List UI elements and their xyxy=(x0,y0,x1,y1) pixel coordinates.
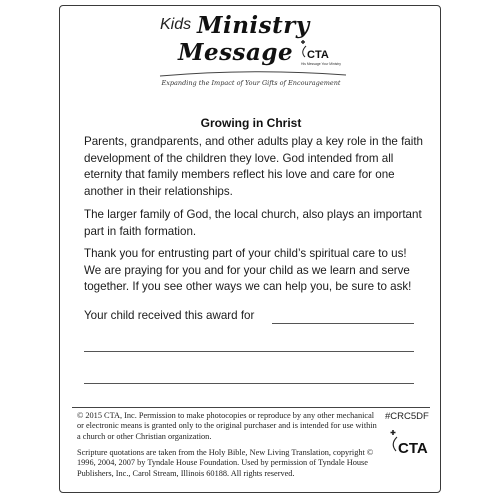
award-reason-line xyxy=(84,383,414,384)
logo-kids-text: Kids xyxy=(160,16,192,33)
kids-ministry-message-logo xyxy=(60,6,442,106)
paragraph-family-role: Parents, grandparents, and other adults play a key role in the faith development of the children they love. God intended from all eternity that family members reflect his love and care for one another in their relationships. xyxy=(84,135,424,198)
award-reason-line xyxy=(84,351,414,352)
award-card xyxy=(59,5,441,493)
footer-seal-text: CTA xyxy=(398,440,428,457)
logo-message-text: Message xyxy=(178,39,294,66)
product-code: #CRC5DF xyxy=(385,411,429,422)
logo-swoosh xyxy=(158,70,348,78)
copyright-notice: © 2015 CTA, Inc. Permission to make photocopies or reproduce by any other mechanical or electronic means is granted only to the original purchaser and is intended for use within a church or other Christian organization. xyxy=(77,411,377,441)
logo-seal-text: CTA xyxy=(307,49,329,61)
logo-tagline: Expanding the Impact of Your Gifts of Encouragement xyxy=(161,79,341,87)
logo-ministry-text: Ministry xyxy=(197,12,310,39)
cta-seal-icon xyxy=(297,38,341,74)
paragraph-thank-you: Thank you for entrusting part of your child’s spiritual care to us! We are praying for you and for your child as we learn and serve together. If you see other ways we can help you, be sure to ask! xyxy=(84,247,412,293)
scripture-notice: Scripture quotations are taken from the Holy Bible, New Living Translation, copyright © 1996, 2004, 2007 by Tyndale House Foundation. Used by permission of Tyndale House Publishers, Inc., Carol Stream, Illinois 60188. All rights reserved. xyxy=(77,448,374,478)
logo-seal-subtext: His Message Your Ministry xyxy=(301,62,341,66)
card-title: Growing in Christ xyxy=(200,116,302,130)
footer-divider xyxy=(72,407,430,408)
award-reason-line xyxy=(272,323,414,324)
cta-logo-icon xyxy=(387,428,427,462)
award-label: Your child received this award for xyxy=(84,309,255,322)
paragraph-church-family: The larger family of God, the local church, also plays an important part in faith formation. xyxy=(84,208,422,238)
